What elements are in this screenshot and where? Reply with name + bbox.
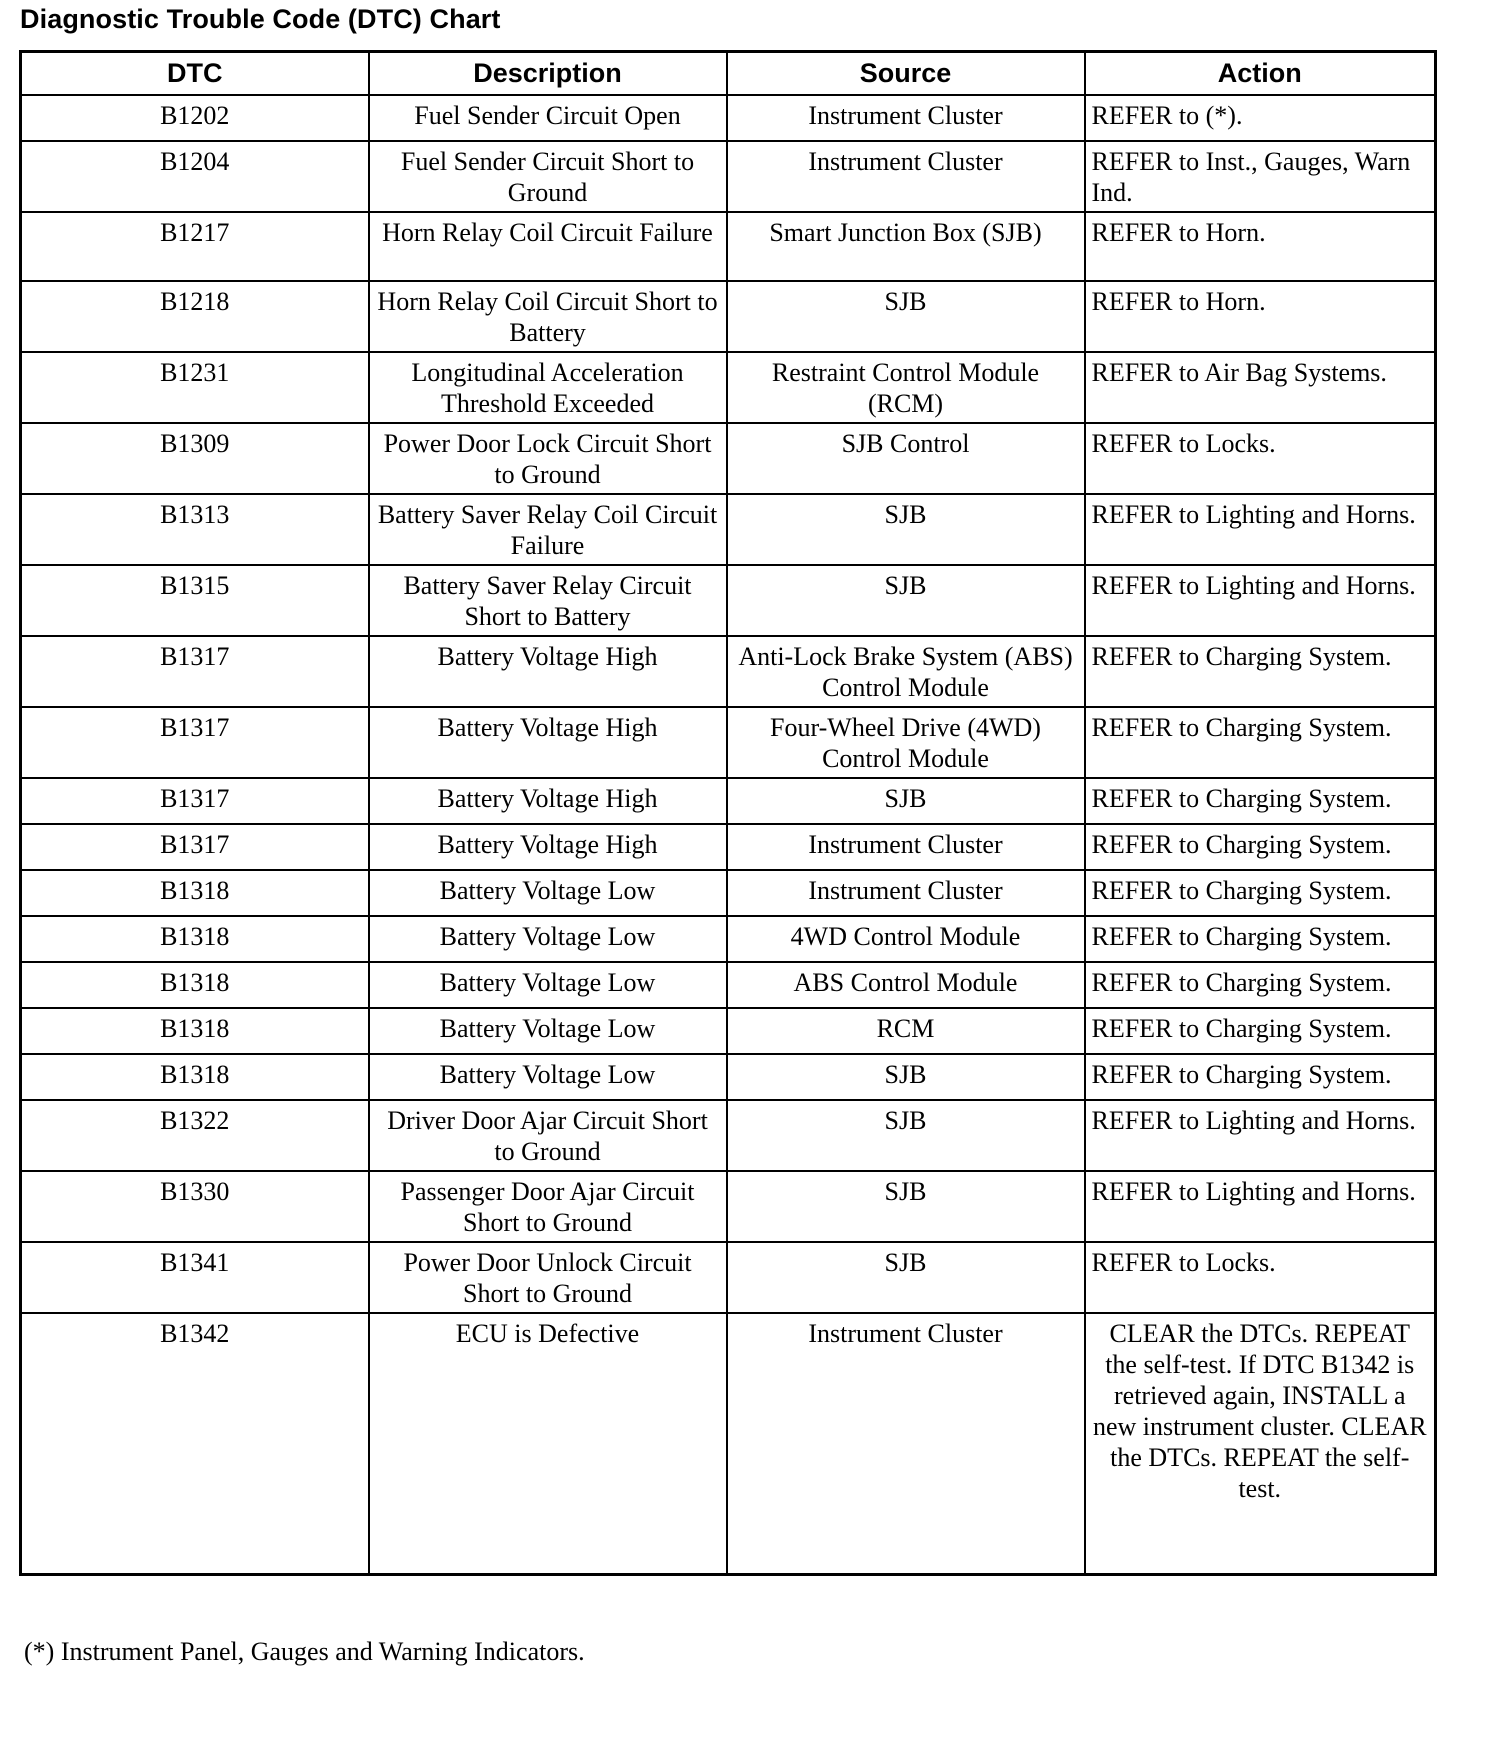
table-row bbox=[21, 1054, 1436, 1100]
dtc-cell: B1318 bbox=[21, 870, 369, 916]
table-row bbox=[21, 962, 1436, 1008]
dtc-cell: B1317 bbox=[21, 636, 369, 707]
source-cell: SJB bbox=[727, 1100, 1085, 1171]
dtc-cell: B1330 bbox=[21, 1171, 369, 1242]
description-cell: Horn Relay Coil Circuit Failure bbox=[369, 212, 727, 281]
description-cell: Fuel Sender Circuit Open bbox=[369, 95, 727, 141]
action-cell: REFER to Horn. bbox=[1085, 212, 1436, 281]
action-cell: REFER to Charging System. bbox=[1085, 1054, 1436, 1100]
table-row bbox=[21, 423, 1436, 494]
action-cell: REFER to Lighting and Horns. bbox=[1085, 1100, 1436, 1171]
dtc-cell: B1309 bbox=[21, 423, 369, 494]
table-row bbox=[21, 916, 1436, 962]
source-cell: Restraint Control Module (RCM) bbox=[727, 352, 1085, 423]
source-cell: Anti-Lock Brake System (ABS) Control Module bbox=[727, 636, 1085, 707]
action-cell: REFER to Locks. bbox=[1085, 1242, 1436, 1313]
source-cell: Smart Junction Box (SJB) bbox=[727, 212, 1085, 281]
table-row bbox=[21, 352, 1436, 423]
table-row bbox=[21, 778, 1436, 824]
header-action: Action bbox=[1085, 52, 1436, 96]
source-cell: SJB bbox=[727, 1242, 1085, 1313]
table-header-row bbox=[21, 52, 1436, 96]
dtc-cell: B1315 bbox=[21, 565, 369, 636]
table-row bbox=[21, 141, 1436, 212]
source-cell: SJB bbox=[727, 1171, 1085, 1242]
source-cell: SJB bbox=[727, 1054, 1085, 1100]
footnote: (*) Instrument Panel, Gauges and Warning Indicators. bbox=[24, 1637, 585, 1666]
action-cell: REFER to Charging System. bbox=[1085, 824, 1436, 870]
action-cell: REFER to Horn. bbox=[1085, 281, 1436, 352]
action-cell: REFER to Lighting and Horns. bbox=[1085, 1171, 1436, 1242]
source-cell: SJB Control bbox=[727, 423, 1085, 494]
description-cell: Battery Voltage High bbox=[369, 824, 727, 870]
action-cell: REFER to Locks. bbox=[1085, 423, 1436, 494]
dtc-cell: B1342 bbox=[21, 1313, 369, 1575]
page-title: Diagnostic Trouble Code (DTC) Chart bbox=[20, 4, 501, 34]
description-cell: ECU is Defective bbox=[369, 1313, 727, 1575]
action-cell: REFER to Charging System. bbox=[1085, 778, 1436, 824]
description-cell: Fuel Sender Circuit Short to Ground bbox=[369, 141, 727, 212]
action-cell: REFER to Charging System. bbox=[1085, 962, 1436, 1008]
source-cell: Instrument Cluster bbox=[727, 95, 1085, 141]
source-cell: ABS Control Module bbox=[727, 962, 1085, 1008]
table-row bbox=[21, 95, 1436, 141]
description-cell: Battery Saver Relay Circuit Short to Battery bbox=[369, 565, 727, 636]
dtc-cell: B1318 bbox=[21, 962, 369, 1008]
action-cell: REFER to Lighting and Horns. bbox=[1085, 565, 1436, 636]
source-cell: SJB bbox=[727, 565, 1085, 636]
description-cell: Battery Voltage Low bbox=[369, 916, 727, 962]
description-cell: Passenger Door Ajar Circuit Short to Ground bbox=[369, 1171, 727, 1242]
action-cell: REFER to Charging System. bbox=[1085, 916, 1436, 962]
source-cell: Instrument Cluster bbox=[727, 1313, 1085, 1575]
table-row bbox=[21, 494, 1436, 565]
table-row bbox=[21, 1008, 1436, 1054]
table-row bbox=[21, 1242, 1436, 1313]
table-row bbox=[21, 1313, 1436, 1575]
source-cell: SJB bbox=[727, 778, 1085, 824]
table-row bbox=[21, 565, 1436, 636]
dtc-cell: B1318 bbox=[21, 916, 369, 962]
action-cell: REFER to Charging System. bbox=[1085, 707, 1436, 778]
table-row bbox=[21, 824, 1436, 870]
table-row bbox=[21, 707, 1436, 778]
description-cell: Battery Voltage Low bbox=[369, 1008, 727, 1054]
source-cell: Instrument Cluster bbox=[727, 870, 1085, 916]
source-cell: Instrument Cluster bbox=[727, 141, 1085, 212]
table-row bbox=[21, 870, 1436, 916]
description-cell: Power Door Unlock Circuit Short to Ground bbox=[369, 1242, 727, 1313]
description-cell: Battery Voltage High bbox=[369, 707, 727, 778]
source-cell: Instrument Cluster bbox=[727, 824, 1085, 870]
source-cell: Four-Wheel Drive (4WD) Control Module bbox=[727, 707, 1085, 778]
header-source: Source bbox=[727, 52, 1085, 96]
description-cell: Battery Saver Relay Coil Circuit Failure bbox=[369, 494, 727, 565]
header-dtc: DTC bbox=[21, 52, 369, 96]
description-cell: Battery Voltage Low bbox=[369, 962, 727, 1008]
header-description: Description bbox=[369, 52, 727, 96]
description-cell: Battery Voltage High bbox=[369, 636, 727, 707]
description-cell: Battery Voltage Low bbox=[369, 870, 727, 916]
action-cell: REFER to Inst., Gauges, Warn Ind. bbox=[1085, 141, 1436, 212]
description-cell: Driver Door Ajar Circuit Short to Ground bbox=[369, 1100, 727, 1171]
table-row bbox=[21, 1100, 1436, 1171]
dtc-cell: B1318 bbox=[21, 1008, 369, 1054]
dtc-cell: B1231 bbox=[21, 352, 369, 423]
dtc-cell: B1313 bbox=[21, 494, 369, 565]
source-cell: 4WD Control Module bbox=[727, 916, 1085, 962]
action-cell: REFER to Charging System. bbox=[1085, 1008, 1436, 1054]
source-cell: SJB bbox=[727, 281, 1085, 352]
dtc-table bbox=[19, 50, 1437, 1576]
dtc-cell: B1218 bbox=[21, 281, 369, 352]
action-cell: REFER to Charging System. bbox=[1085, 636, 1436, 707]
table-row bbox=[21, 212, 1436, 281]
dtc-cell: B1341 bbox=[21, 1242, 369, 1313]
dtc-cell: B1202 bbox=[21, 95, 369, 141]
dtc-cell: B1318 bbox=[21, 1054, 369, 1100]
table-row bbox=[21, 281, 1436, 352]
dtc-cell: B1317 bbox=[21, 778, 369, 824]
dtc-cell: B1317 bbox=[21, 707, 369, 778]
description-cell: Battery Voltage Low bbox=[369, 1054, 727, 1100]
action-cell: REFER to (*). bbox=[1085, 95, 1436, 141]
table-row bbox=[21, 1171, 1436, 1242]
action-cell: CLEAR the DTCs. REPEAT the self-test. If DTC B1342 is retrieved again, INSTALL a new instrument cluster. CLEAR the DTCs. REPEAT the self-test. bbox=[1085, 1313, 1436, 1575]
action-cell: REFER to Lighting and Horns. bbox=[1085, 494, 1436, 565]
description-cell: Horn Relay Coil Circuit Short to Battery bbox=[369, 281, 727, 352]
dtc-cell: B1322 bbox=[21, 1100, 369, 1171]
action-cell: REFER to Charging System. bbox=[1085, 870, 1436, 916]
action-cell: REFER to Air Bag Systems. bbox=[1085, 352, 1436, 423]
description-cell: Power Door Lock Circuit Short to Ground bbox=[369, 423, 727, 494]
source-cell: RCM bbox=[727, 1008, 1085, 1054]
description-cell: Longitudinal Acceleration Threshold Exceeded bbox=[369, 352, 727, 423]
description-cell: Battery Voltage High bbox=[369, 778, 727, 824]
dtc-cell: B1317 bbox=[21, 824, 369, 870]
table-row bbox=[21, 636, 1436, 707]
source-cell: SJB bbox=[727, 494, 1085, 565]
dtc-cell: B1204 bbox=[21, 141, 369, 212]
dtc-cell: B1217 bbox=[21, 212, 369, 281]
